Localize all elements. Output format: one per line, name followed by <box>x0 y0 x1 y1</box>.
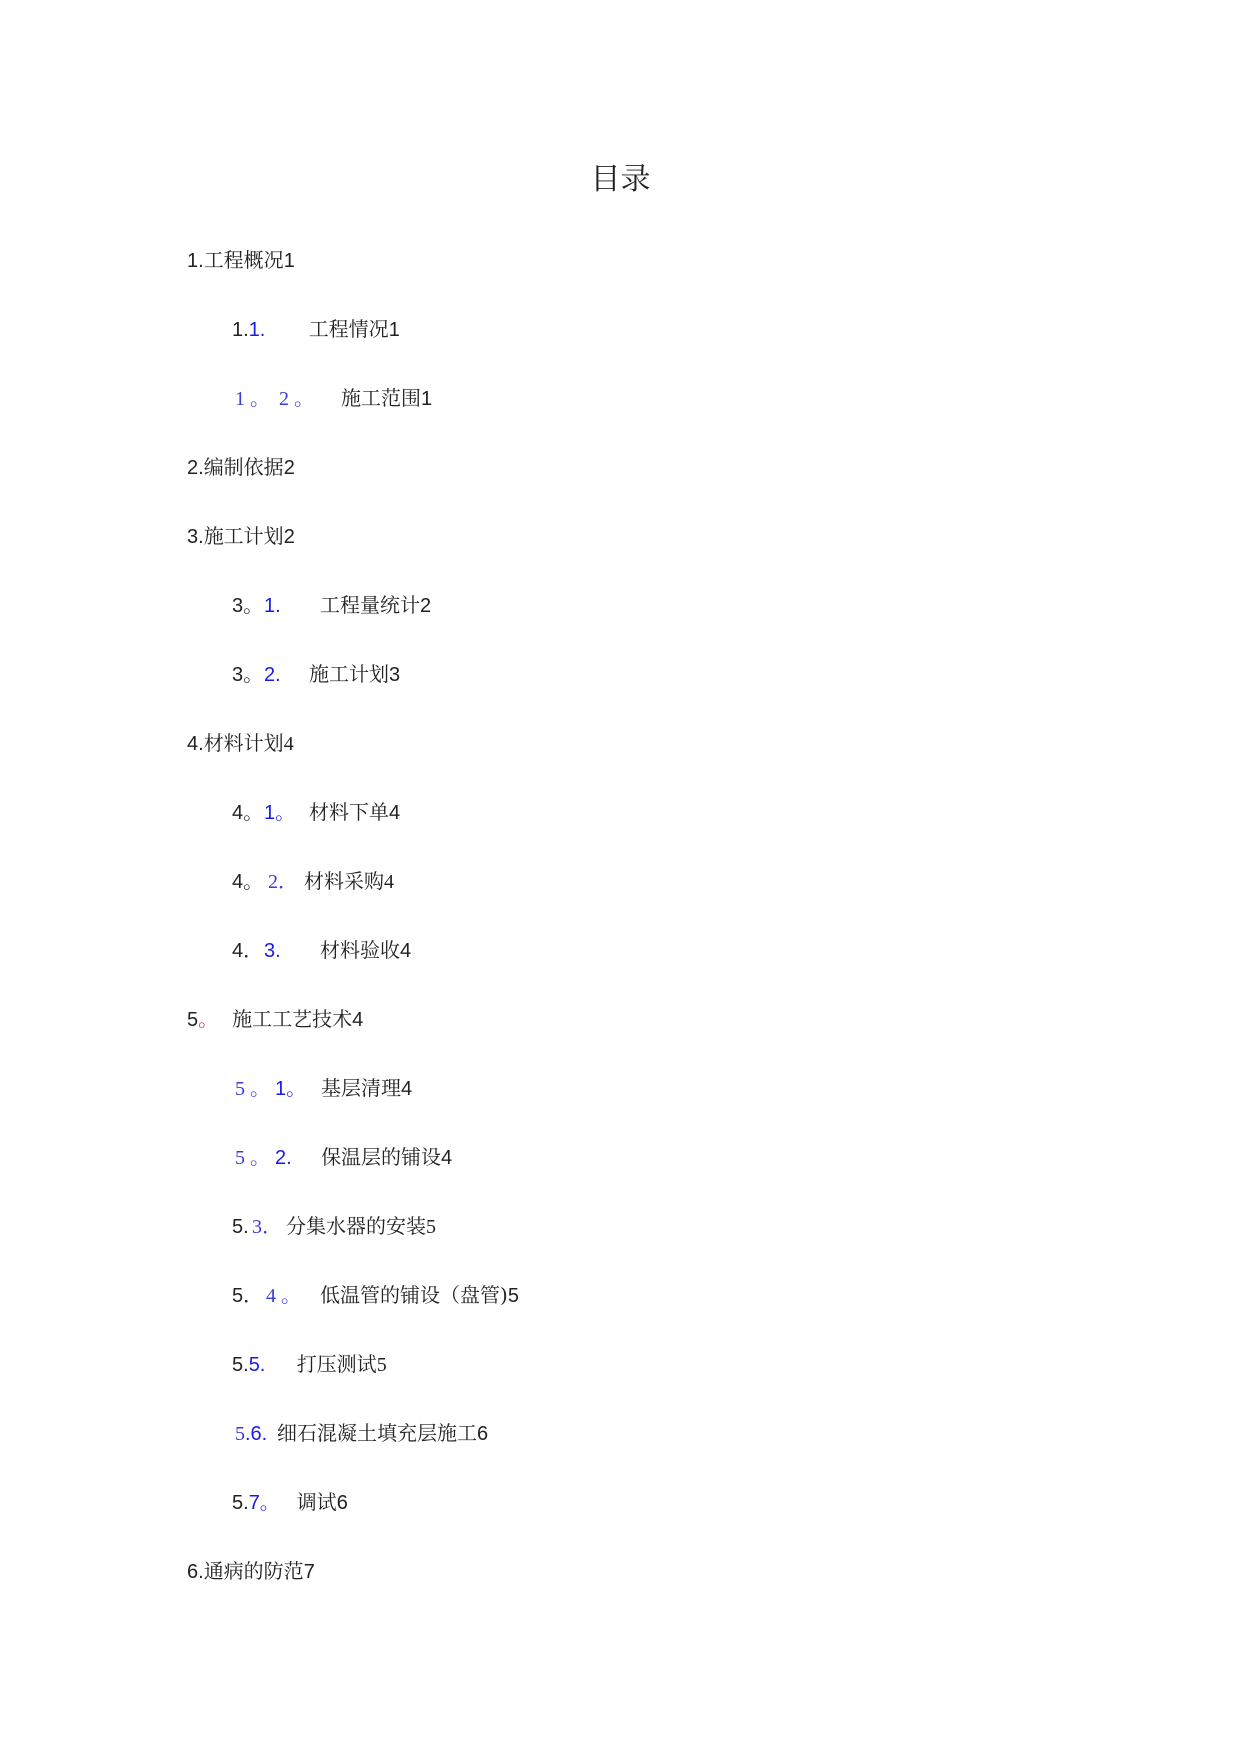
toc-entry-text: 通病的防范 <box>203 1559 304 1583</box>
toc-entry-number: 6. <box>187 1561 204 1583</box>
toc-entry-text: 工程量统计 <box>320 593 420 617</box>
toc-entry-number: 5. <box>232 1492 249 1514</box>
toc-entry-subnumber: 。 <box>198 1009 219 1031</box>
toc-entry-number: 5 。 <box>235 1147 270 1169</box>
toc-entry-subnumber: 4 。 <box>266 1285 301 1307</box>
toc-entry-subnumber: 7。 <box>248 1492 280 1514</box>
toc-entry-number: 5 <box>187 1009 199 1031</box>
toc-entry-number: 4. <box>187 733 204 755</box>
toc-entry-page: 6 <box>336 1492 348 1514</box>
toc-entry-page: 2 <box>420 595 432 617</box>
toc-entry-number: 4。 <box>232 802 264 824</box>
toc-entry-text: 材料计划 <box>203 731 284 755</box>
toc-entry-number: 5 。 <box>235 1078 270 1100</box>
toc-entry-text: 低温管的铺设（盘管) <box>320 1283 508 1307</box>
toc-entry-4-1[interactable] <box>232 797 400 827</box>
toc-entry-number: 3。 <box>232 595 264 617</box>
toc-entry-page: 4 <box>441 1147 453 1169</box>
toc-entry-2[interactable] <box>187 452 295 482</box>
toc-entry-text: 施工范围 <box>341 386 421 410</box>
toc-entry-page: 6 <box>477 1423 489 1445</box>
toc-entry-page: 4 <box>384 871 394 893</box>
toc-entry-text: 打压测试 <box>296 1352 377 1376</box>
toc-entry-4-3[interactable] <box>232 935 411 965</box>
toc-entry-5-3[interactable] <box>232 1211 436 1241</box>
toc-entry-number: 3. <box>187 526 204 548</box>
toc-entry-5-5[interactable] <box>232 1349 387 1379</box>
toc-entry-number: 4． <box>232 940 264 962</box>
toc-entry-page: 5 <box>426 1216 436 1238</box>
toc-entry-page: 2 <box>283 457 295 479</box>
toc-entry-1-2[interactable] <box>235 383 432 413</box>
toc-entry-subnumber: 1。 <box>264 802 296 824</box>
toc-entry-subnumber: 1. <box>264 595 281 617</box>
toc-entry-subnumber: 3． <box>252 1216 282 1238</box>
toc-entry-number: 5. <box>232 1354 249 1376</box>
toc-entry-number: 1 。 <box>235 388 270 410</box>
toc-entry-number: 3。 <box>232 664 264 686</box>
toc-entry-page: 4 <box>352 1009 364 1031</box>
toc-entry-3-2[interactable] <box>232 659 400 689</box>
toc-entry-page: 4 <box>389 802 401 824</box>
toc-entry-number: 5. <box>232 1216 249 1238</box>
toc-entry-subnumber: 1。 <box>275 1078 307 1100</box>
toc-entry-subnumber: 1. <box>248 319 266 341</box>
toc-entry-subnumber: 3. <box>264 940 281 962</box>
toc-entry-subnumber: 2． <box>268 871 298 893</box>
toc-entry-4-2[interactable] <box>232 866 394 896</box>
toc-entry-text: 材料下单 <box>309 800 389 824</box>
toc-entry-5-6[interactable] <box>235 1418 488 1448</box>
toc-entry-text: 工程情况 <box>308 317 389 341</box>
toc-entry-text: 施工计划 <box>309 662 389 686</box>
toc-entry-1-1[interactable] <box>232 314 400 344</box>
toc-entry-page: 1 <box>283 250 295 272</box>
toc-entry-text: 材料采购 <box>304 869 384 893</box>
toc-entry-5-4[interactable] <box>232 1280 519 1310</box>
toc-entry-5[interactable] <box>187 1004 363 1034</box>
toc-entry-page: 4 <box>401 1078 413 1100</box>
toc-entry-page: 3 <box>389 664 401 686</box>
toc-entry-3[interactable] <box>187 521 295 551</box>
toc-entry-text: 施工计划 <box>203 524 284 548</box>
toc-entry-text: 调试 <box>296 1490 337 1514</box>
toc-entry-subnumber: 2. <box>264 664 281 686</box>
toc-entry-page: 7 <box>303 1561 315 1583</box>
toc-entry-3-1[interactable] <box>232 590 431 620</box>
toc-entry-page: 1 <box>421 388 433 410</box>
toc-entry-number: 4。 <box>232 871 264 893</box>
toc-entry-text: 工程概况 <box>203 248 284 272</box>
toc-entry-page: 4 <box>283 733 294 755</box>
toc-entry-subnumber: 2 。 <box>279 388 314 410</box>
toc-entry-5-7[interactable] <box>232 1487 348 1517</box>
toc-entry-1[interactable] <box>187 245 295 275</box>
toc-entry-text: 细石混凝土填充层施工 <box>277 1421 477 1445</box>
toc-entry-number: 5 <box>235 1423 245 1445</box>
toc-entry-text: 施工工艺技术 <box>232 1007 353 1031</box>
toc-title: 目录 <box>590 162 651 197</box>
toc-entry-text: 基层清理 <box>321 1076 401 1100</box>
toc-entry-number: 5． <box>232 1285 264 1307</box>
toc-entry-6[interactable] <box>187 1556 315 1586</box>
toc-entry-number: 1. <box>187 250 204 272</box>
toc-entry-page: 5 <box>376 1354 387 1376</box>
toc-entry-number: 2. <box>187 457 204 479</box>
toc-entry-page: 2 <box>283 526 295 548</box>
toc-entry-5-2[interactable] <box>235 1142 452 1172</box>
toc-entry-text: 分集水器的安装 <box>286 1214 426 1238</box>
toc-entry-page: 1 <box>388 319 400 341</box>
toc-entry-4[interactable] <box>187 728 294 758</box>
toc-entry-page: 4 <box>400 940 412 962</box>
toc-entry-page: 5 <box>507 1285 519 1307</box>
toc-entry-number: 1. <box>232 319 249 341</box>
toc-entry-subnumber: 5. <box>248 1354 266 1376</box>
toc-entry-subnumber: 2. <box>275 1147 292 1169</box>
toc-entry-5-1[interactable] <box>235 1073 412 1103</box>
toc-entry-subnumber: .6. <box>245 1423 268 1445</box>
toc-entry-text: 材料验收 <box>320 938 400 962</box>
toc-entry-text: 编制依据 <box>203 455 284 479</box>
toc-entry-text: 保温层的铺设 <box>321 1145 441 1169</box>
